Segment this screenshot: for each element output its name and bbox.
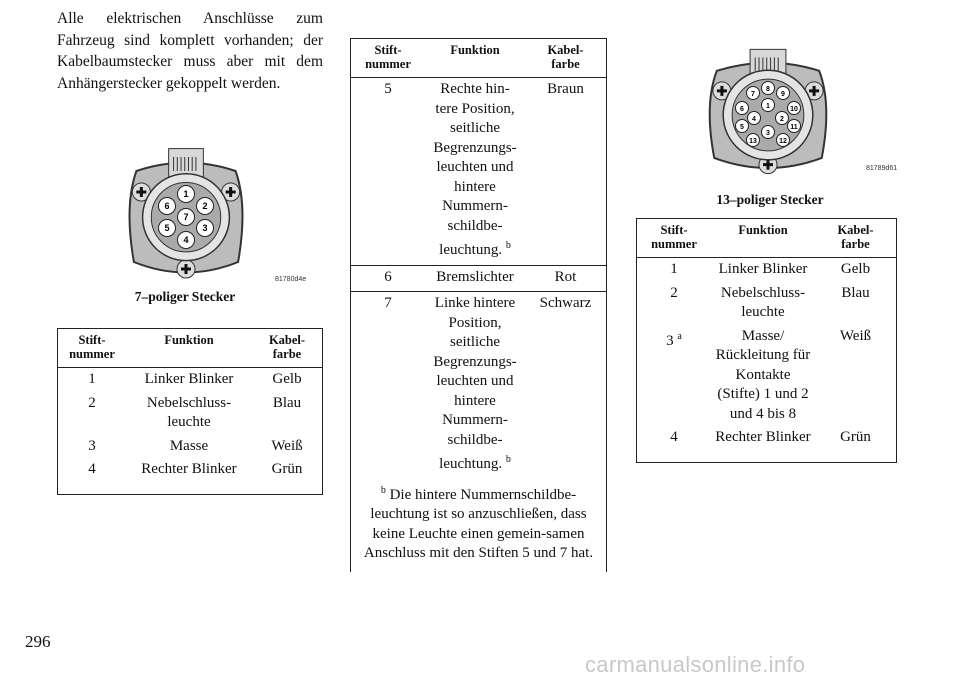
function-cell xyxy=(425,265,525,292)
function-cell xyxy=(425,78,525,266)
pin-cell xyxy=(58,392,127,435)
color-cell: Blau xyxy=(815,282,897,325)
function-cell xyxy=(711,426,815,462)
function-cell xyxy=(126,392,252,435)
pin-label: 5 xyxy=(164,223,170,233)
color-cell: Schwarz xyxy=(525,292,607,479)
pin-label: 4 xyxy=(752,116,756,123)
function-cell xyxy=(711,258,815,282)
function-cell xyxy=(425,292,525,479)
pin-cell xyxy=(58,435,127,459)
table-row xyxy=(637,325,897,427)
color-cell: Gelb xyxy=(815,258,897,282)
footnote-ref: b xyxy=(505,454,511,465)
image-code: 81789d61 xyxy=(866,165,898,172)
function-text: Linke hintere Position, seitliche Begrenzungs-leuchten und hintere Nummern-schildbe-leuchtung. xyxy=(433,295,517,472)
table-row xyxy=(58,435,323,459)
pin-label: 12 xyxy=(779,138,787,145)
connector-7-pin-image xyxy=(124,143,248,283)
pin-label: 1 xyxy=(766,103,770,110)
pin-number: 1 xyxy=(670,261,678,277)
table-row xyxy=(58,368,323,392)
color-cell: Weiß xyxy=(815,325,897,427)
pin-label: 1 xyxy=(183,189,189,199)
color-cell: Blau xyxy=(252,392,323,435)
pin-number: 4 xyxy=(88,461,96,477)
pin-label: 7 xyxy=(751,91,755,98)
pin-label: 2 xyxy=(202,201,208,211)
pin-label: 11 xyxy=(790,124,798,131)
function-text: Linker Blinker xyxy=(144,371,234,387)
pin-cell xyxy=(637,426,712,462)
pin-label: 4 xyxy=(183,235,189,245)
pin-number: 4 xyxy=(670,429,678,445)
pin-label: 10 xyxy=(790,106,798,113)
function-text: Nebelschluss-leuchte xyxy=(146,394,232,430)
intro-paragraph: Alle elektrischen Anschlüsse zum Fahrzeug sind komplett vorhanden; der Kabelbaumstecker muss aber mit dem Anhängerstecker gekoppelt werden. xyxy=(57,10,323,92)
connector-13-caption: 13–poliger Stecker xyxy=(716,192,824,207)
header-color: Kabel- farbe xyxy=(525,39,607,78)
function-cell xyxy=(126,368,252,392)
footnote-ref: b xyxy=(505,240,511,251)
color-cell: Weiß xyxy=(252,435,323,459)
pin-cell xyxy=(351,78,426,266)
pin-cell xyxy=(351,265,426,292)
pin-label: 7 xyxy=(183,212,189,222)
table-row xyxy=(58,458,323,494)
function-cell xyxy=(711,282,815,325)
image-code: 81780d4e xyxy=(275,276,307,283)
function-text: Bremslichter xyxy=(436,268,514,285)
pin-label: 6 xyxy=(164,201,170,211)
table-row xyxy=(351,265,607,292)
connector-13-pin-image xyxy=(704,44,832,178)
footnote-ref: a xyxy=(677,330,682,342)
pin-number: 6 xyxy=(384,268,392,285)
header-pin: Stift- nummer xyxy=(637,219,712,258)
pin-cell xyxy=(58,368,127,392)
pin-label: 2 xyxy=(780,116,784,123)
footnote xyxy=(351,479,607,572)
pin-number: 1 xyxy=(88,371,96,387)
color-cell: Rot xyxy=(525,265,607,292)
table-row xyxy=(637,258,897,282)
header-pin: Stift- nummer xyxy=(58,329,127,368)
pin-number: 2 xyxy=(88,394,96,411)
function-text: Rechter Blinker xyxy=(141,461,237,477)
pin-number: 2 xyxy=(670,284,678,301)
function-text: Masse xyxy=(169,437,209,454)
color-cell: Grün xyxy=(815,426,897,462)
table-row xyxy=(58,392,323,435)
pin-cell xyxy=(351,292,426,479)
table-row xyxy=(351,292,607,479)
pin-number: 7 xyxy=(384,295,392,311)
pin-label: 9 xyxy=(781,91,785,98)
header-pin: Stift- nummer xyxy=(351,39,426,78)
pin-label: 8 xyxy=(766,86,770,93)
pin-number: 3 xyxy=(88,437,96,454)
pin-cell xyxy=(58,458,127,494)
function-text: Linker Blinker xyxy=(718,261,808,277)
header-color: Kabel- farbe xyxy=(252,329,323,368)
pin-cell xyxy=(637,325,712,427)
color-cell: Grün xyxy=(252,458,323,494)
footnote-text: Die hintere Nummernschildbe-leuchtung ist so anzuschließen, dass keine Leuchte einen gemein-samen Anschluss mit den Stiften 5 und 7 hat. xyxy=(363,486,594,561)
function-cell xyxy=(126,458,252,494)
function-cell xyxy=(711,325,815,427)
table-row xyxy=(637,282,897,325)
function-text: Masse/ Rückleitung für Kontakte (Stifte) 1 und 2 und 4 bis 8 xyxy=(715,327,811,422)
pin-table-13 xyxy=(636,218,897,463)
function-text: Rechte hin-tere Position, seitliche Begrenzungs-leuchten und hintere Nummern-schildbe-leuchtung. xyxy=(433,81,517,258)
pin-label: 5 xyxy=(740,124,744,131)
color-cell: Braun xyxy=(525,78,607,266)
pin-label: 6 xyxy=(740,106,744,113)
pin-label: 3 xyxy=(766,130,770,137)
connector-7-caption: 7–poliger Stecker xyxy=(134,289,236,304)
page-number: 296 xyxy=(25,632,51,651)
pin-table-7-cont xyxy=(350,38,607,572)
header-function: Funktion xyxy=(711,219,815,258)
footnote-mark: b xyxy=(380,484,386,496)
pin-cell xyxy=(637,258,712,282)
function-text: Nebelschluss-leuchte xyxy=(720,284,806,320)
header-color: Kabel- farbe xyxy=(815,219,897,258)
pin-label: 3 xyxy=(202,223,208,233)
pin-cell xyxy=(637,282,712,325)
color-cell: Gelb xyxy=(252,368,323,392)
table-row xyxy=(637,426,897,462)
pin-table-7 xyxy=(57,328,323,495)
header-function: Funktion xyxy=(126,329,252,368)
function-text: Rechter Blinker xyxy=(715,429,811,445)
header-function: Funktion xyxy=(425,39,525,78)
pin-number: 3 xyxy=(666,332,674,349)
function-cell xyxy=(126,435,252,459)
pin-label: 13 xyxy=(749,138,757,145)
watermark: carmanualsonline.info xyxy=(585,652,806,677)
pin-number: 5 xyxy=(384,81,392,97)
table-row xyxy=(351,78,607,266)
